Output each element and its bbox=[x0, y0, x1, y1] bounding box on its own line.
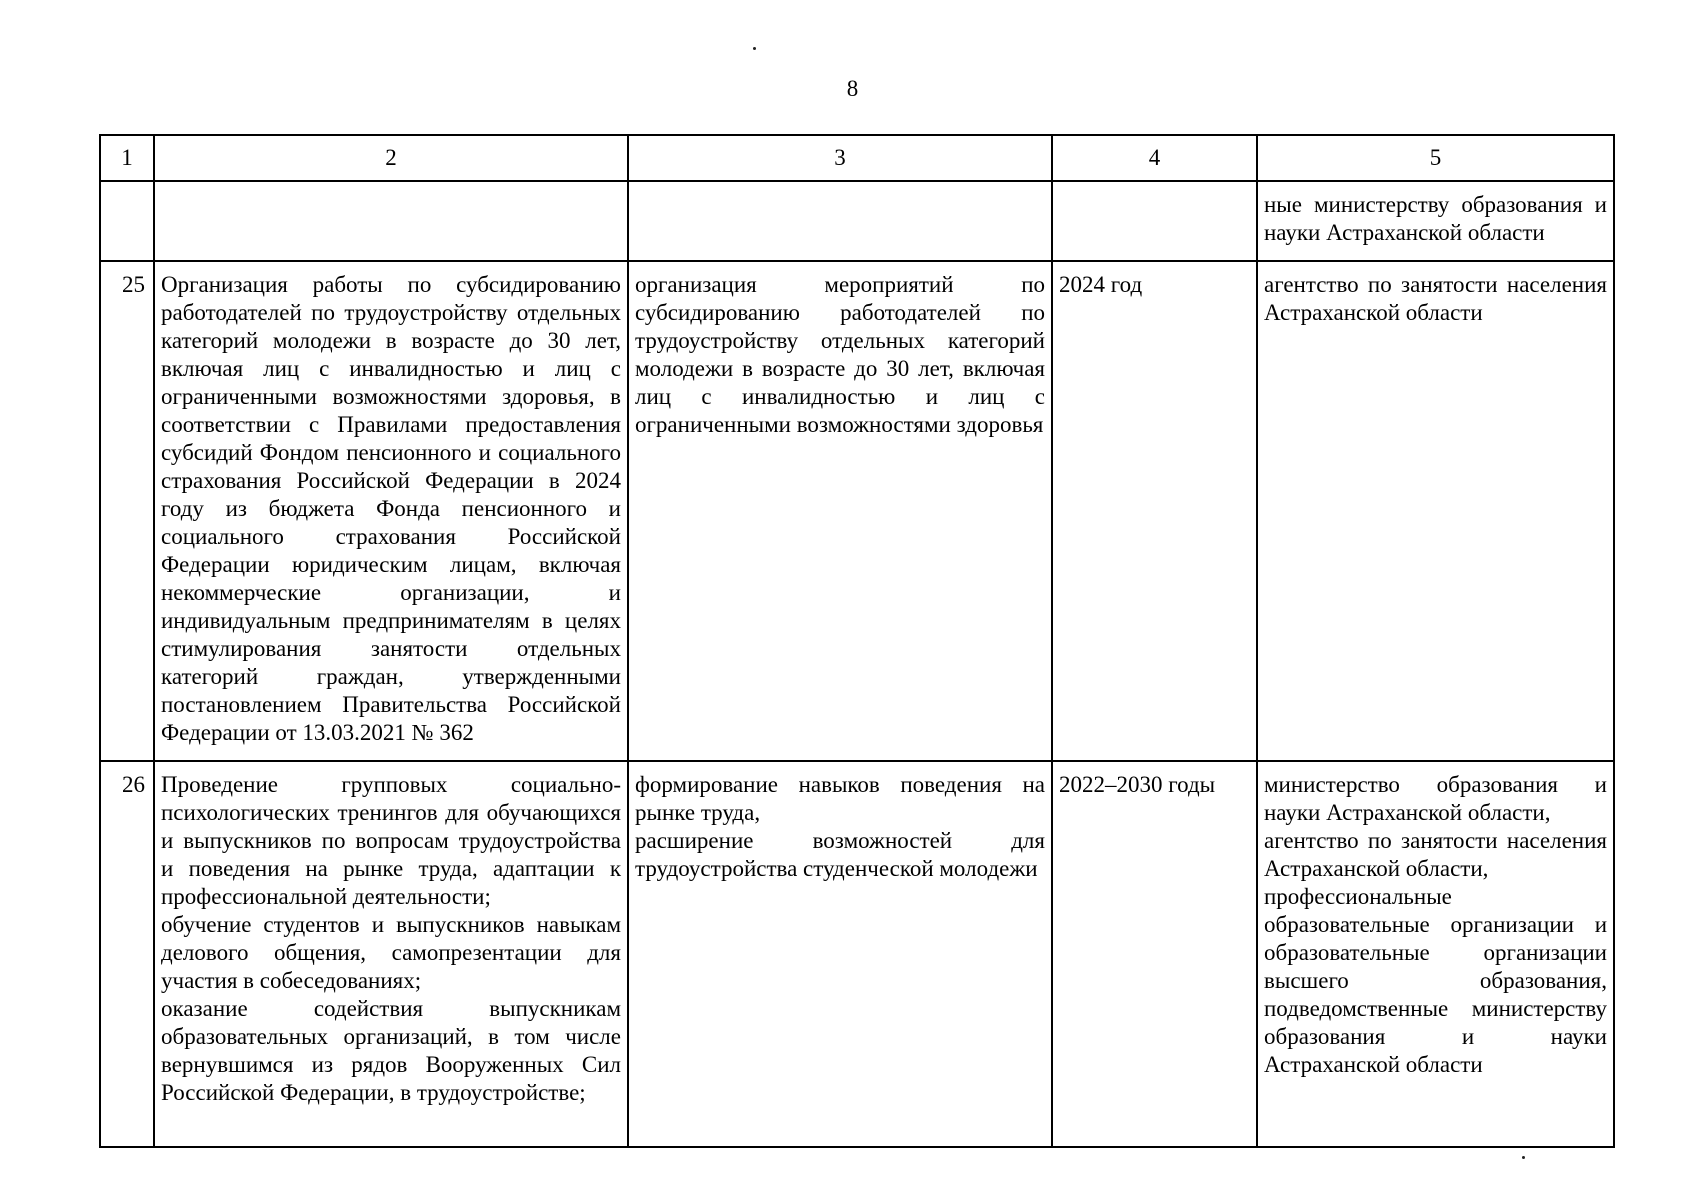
continuation-responsible: ные министерству образования и науки Астраханской области bbox=[1257, 181, 1614, 261]
header-col-2: 2 bbox=[154, 135, 628, 181]
row-number: 26 bbox=[100, 761, 154, 1147]
header-col-4: 4 bbox=[1052, 135, 1257, 181]
table-header-row bbox=[100, 135, 1614, 181]
empty-cell bbox=[100, 181, 154, 261]
header-col-3: 3 bbox=[628, 135, 1052, 181]
event-description: Организация работы по субсидированию работодателей по трудоустройству отдельных категорий молодежи в возрасте до 30 лет, включая лиц с инвалидностью и лиц с ограниченными возможностями здоровья, в соответствии с Правилами предоставления субсидий Фондом пенсионного и социального страхования Российской Федерации в 2024 году из бюджета Фонда пенсионного и социального страхования Российской Федерации юридическим лицам, включая некоммерческие организации, и индивидуальным предпринимателям в целях стимулирования занятости отдельных категорий граждан, утвержденными постановлением Правительства Российской Федерации от 13.03.2021 № 362 bbox=[154, 261, 628, 761]
table-row bbox=[100, 261, 1614, 761]
empty-cell bbox=[1052, 181, 1257, 261]
page-number: 8 bbox=[846, 76, 859, 101]
implementation-period: 2022–2030 годы bbox=[1052, 761, 1257, 1147]
scan-speck bbox=[1522, 1156, 1525, 1159]
empty-cell bbox=[628, 181, 1052, 261]
header-col-5: 5 bbox=[1257, 135, 1614, 181]
scan-speck bbox=[753, 47, 756, 50]
expected-result: организация мероприятий по субсидированию работодателей по трудоустройству отдельных категорий молодежи в возрасте до 30 лет, включая лиц с инвалидностью и лиц с ограниченными возможностями здоровья bbox=[628, 261, 1052, 761]
plan-table bbox=[99, 134, 1615, 1148]
expected-result: формирование навыков поведения на рынке труда, расширение возможностей для трудоустройства студенческой молодежи bbox=[628, 761, 1052, 1147]
event-description: Проведение групповых социально-психологических тренингов для обучающихся и выпускников по вопросам трудоустройства и поведения на рынке труда, адаптации к профессиональной деятельности; обучение студентов и выпускников навыкам делового общения, самопрезентации для участия в собеседованиях; оказание содействия выпускникам образовательных организаций, в том числе вернувшимся из рядов Вооруженных Сил Российской Федерации, в трудоустройстве; bbox=[154, 761, 628, 1147]
row-number: 25 bbox=[100, 261, 154, 761]
continuation-row bbox=[100, 181, 1614, 261]
implementation-period: 2024 год bbox=[1052, 261, 1257, 761]
empty-cell bbox=[154, 181, 628, 261]
responsible-executor: агентство по занятости населения Астраханской области bbox=[1257, 261, 1614, 761]
responsible-executor: министерство образования и науки Астраханской области, агентство по занятости населения Астраханской области, профессиональные образовательные организации и образовательные организации высшего образования, подведомственные министерству образования и науки Астраханской области bbox=[1257, 761, 1614, 1147]
table-row bbox=[100, 761, 1614, 1147]
header-col-1: 1 bbox=[100, 135, 154, 181]
